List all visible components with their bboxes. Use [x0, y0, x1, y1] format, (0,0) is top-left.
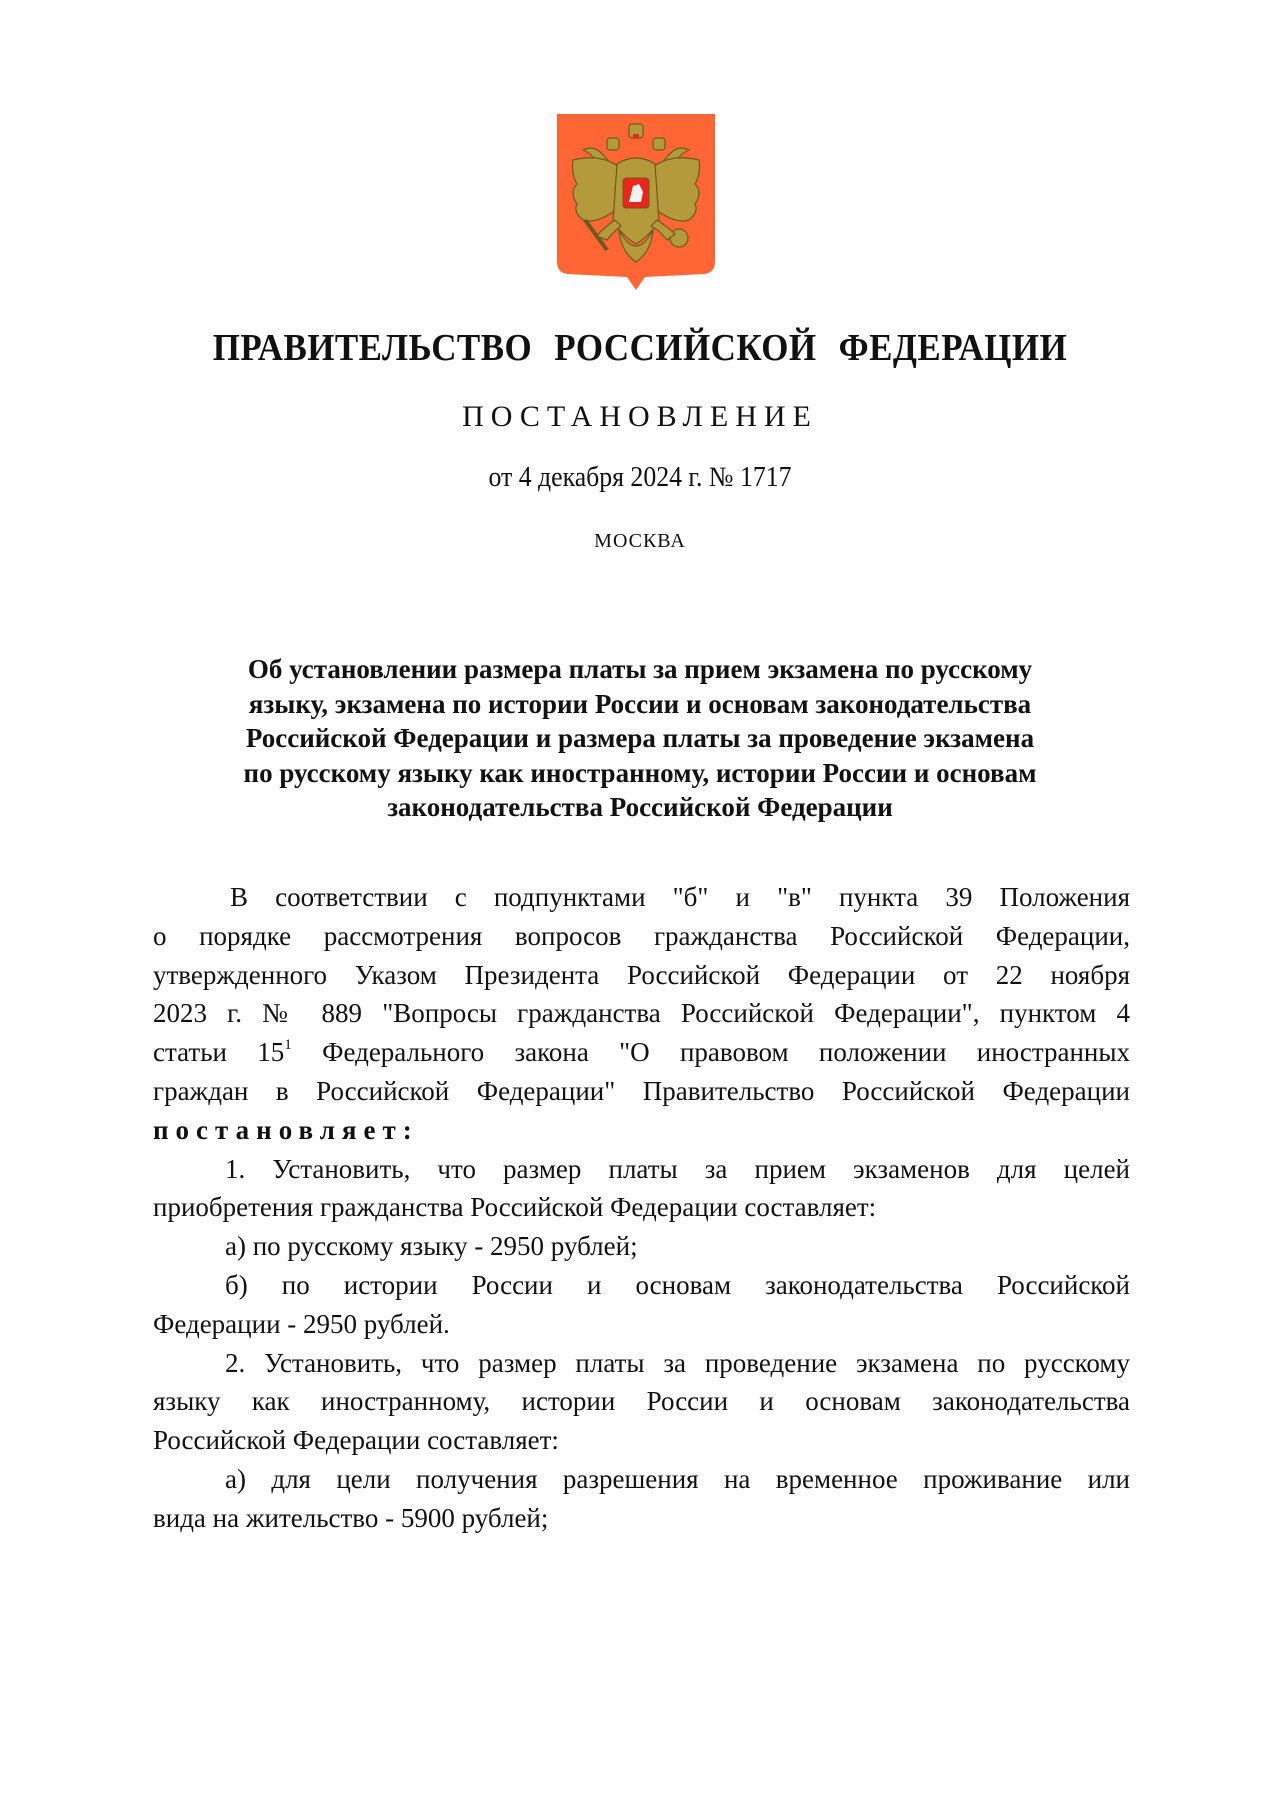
preamble-line: В соответствии с подпунктами "б" и "в" пункта 39 Положения — [230, 882, 1130, 912]
preamble-line: о порядке рассмотрения вопросов гражданства Российской Федерации, — [153, 920, 1130, 951]
item-1-line: приобретения гражданства Российской Федерации составляет: — [153, 1192, 877, 1223]
preamble-text: статьи 15 — [153, 1037, 285, 1068]
item-1a: а) по русскому языку - 2950 рублей; — [225, 1231, 638, 1262]
item-2-line: Российской Федерации составляет: — [153, 1425, 559, 1456]
heading-line: Российской Федерации и размера платы за проведение экзамена — [245, 723, 1035, 753]
document-body — [153, 878, 1130, 1538]
document-date-number: от 4 декабря 2024 г. № 1717 — [488, 462, 792, 493]
heading-line: законодательства Российской Федерации — [387, 792, 893, 822]
superscript: 1 — [284, 1037, 292, 1054]
item-2-line: 2. Установить, что размер платы за проведение экзамена по русскому — [225, 1347, 1130, 1378]
heading-line: Об установлении размера платы за прием экзамена по русскому — [247, 654, 1033, 684]
preamble-text: Федерального закона "О правовом положении иностранных — [291, 1037, 1130, 1068]
document-city: МОСКВА — [594, 530, 686, 552]
double-headed-eagle-icon — [555, 112, 717, 292]
item-2-line: языку как иностранному, истории России и основам законодательства — [153, 1386, 1130, 1417]
item-1b-line: б) по истории России и основам законодательства Российской — [225, 1269, 1130, 1300]
preamble-line — [153, 1033, 1130, 1072]
document-heading — [150, 652, 1130, 825]
preamble-line: утвержденного Указом Президента Российской Федерации от 22 ноября — [153, 959, 1130, 990]
issuing-authority: ПРАВИТЕЛЬСТВО РОССИЙСКОЙ ФЕДЕРАЦИИ — [212, 327, 1068, 369]
heading-line: языку, экзамена по истории России и основам законодательства — [248, 688, 1032, 719]
heading-line: по русскому языку как иностранному, истории России и основам — [243, 757, 1037, 788]
resolves-keyword: постановляет: — [153, 1114, 419, 1145]
item-2a-line: а) для цели получения разрешения на временное проживание или — [225, 1463, 1130, 1494]
preamble-line: 2023 г. № 889 "Вопросы гражданства Российской Федерации", пунктом 4 — [153, 998, 1130, 1029]
item-1-line: 1. Установить, что размер платы за прием экзаменов для целей — [225, 1153, 1130, 1184]
document-type: ПОСТАНОВЛЕНИЕ — [462, 400, 818, 433]
item-1b-line: Федерации - 2950 рублей. — [153, 1308, 450, 1339]
coat-of-arms-emblem — [555, 112, 717, 292]
preamble-line: граждан в Российской Федерации" Правительство Российской Федерации — [153, 1075, 1130, 1106]
item-2a-line: вида на жительство - 5900 рублей; — [153, 1502, 549, 1533]
